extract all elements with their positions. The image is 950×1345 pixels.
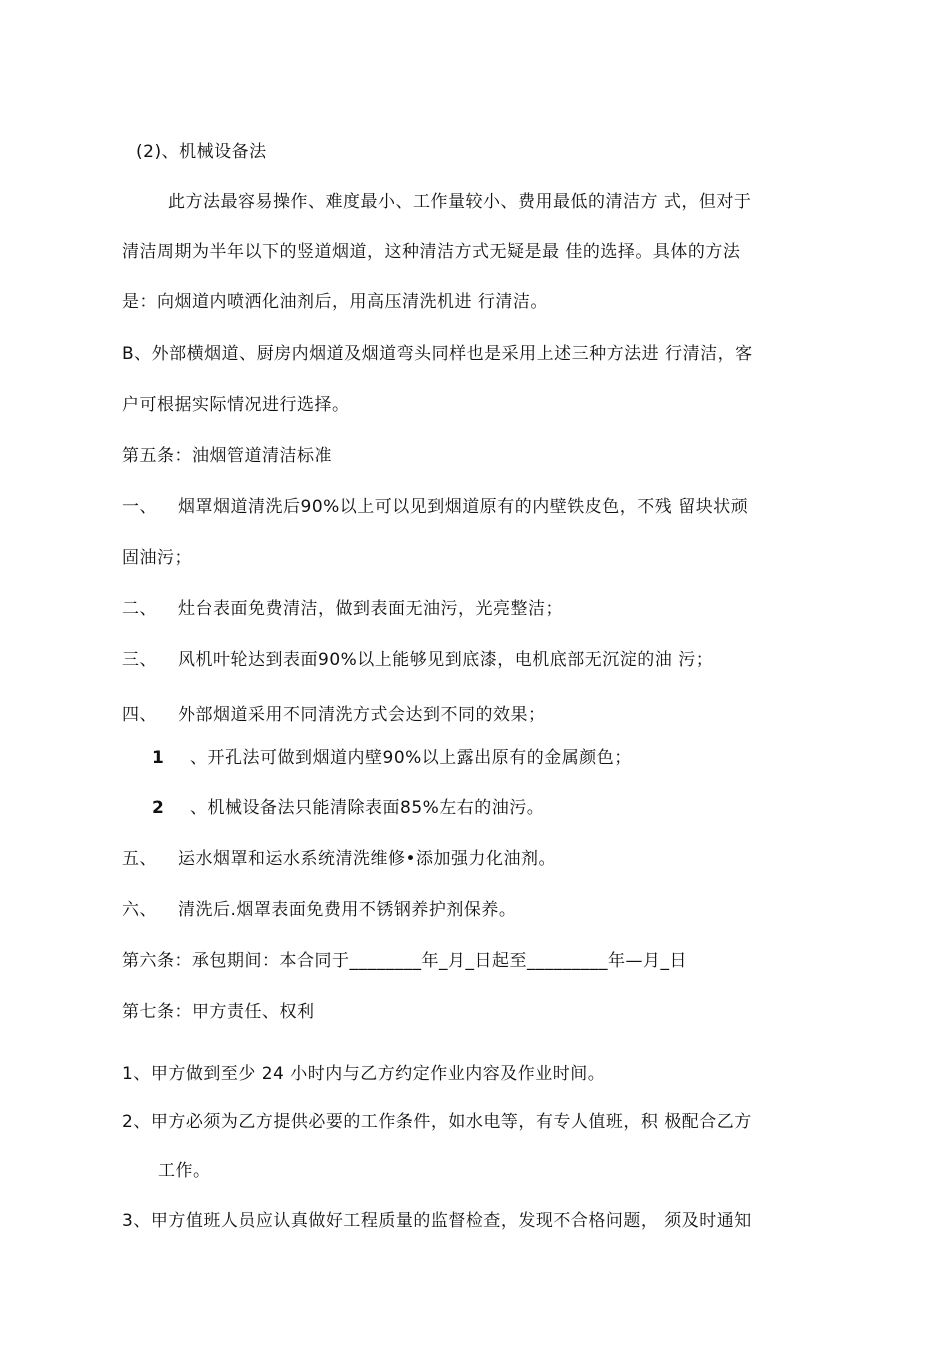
- standard-number: 四、: [122, 705, 157, 725]
- standard-number: 二、: [122, 599, 157, 619]
- party-a-item: 1、甲方做到至少 24 小时内与乙方约定作业内容及作业时间。: [122, 1064, 606, 1084]
- standard-number: 五、: [122, 849, 157, 869]
- sub-item-number: 2: [152, 798, 164, 818]
- standard-text: 烟罩烟道清洗后90%以上可以见到烟道原有的内壁铁皮色，不残 留块状顽: [178, 497, 749, 517]
- paragraph-line: 清洁周期为半年以下的竖道烟道，这种清洁方式无疑是最 佳的选择。具体的方法: [122, 242, 741, 262]
- paragraph-line: 此方法最容易操作、难度最小、工作量较小、费用最低的清洁方 式，但对于: [168, 192, 752, 212]
- sub-item-number: 1: [152, 748, 164, 768]
- article-6-contract-period: 第六条：承包期间：本合同于________年_月_日起至_________年—月_日: [122, 951, 687, 971]
- sub-item-text: 、开孔法可做到烟道内壁90%以上露出原有的金属颜色；: [190, 748, 632, 768]
- paragraph-line: 户可根据实际情况进行选择。: [122, 395, 350, 415]
- standard-text: 固油污；: [122, 548, 192, 568]
- party-a-item: 2、甲方必须为乙方提供必要的工作条件，如水电等，有专人值班，积 极配合乙方: [122, 1112, 752, 1132]
- section-heading-mechanical: (2)、机械设备法: [136, 142, 267, 162]
- party-a-item: 3、甲方值班人员应认真做好工程质量的监督检查，发现不合格问题， 须及时通知: [122, 1211, 752, 1231]
- paragraph-line: B、外部横烟道、厨房内烟道及烟道弯头同样也是采用上述三种方法进 行清洁，客: [122, 344, 753, 364]
- sub-item-text: 、机械设备法只能清除表面85%左右的油污。: [190, 798, 545, 818]
- party-a-item-continuation: 工作。: [158, 1161, 211, 1181]
- standard-text: 清洗后.烟罩表面免费用不锈钢养护剂保养。: [178, 900, 517, 920]
- standard-text: 灶台表面免费清洁，做到表面无油污，光亮整洁；: [178, 599, 563, 619]
- paragraph-line: 是：向烟道内喷洒化油剂后，用高压清洗机进 行清洁。: [122, 292, 548, 312]
- standard-number: 六、: [122, 900, 157, 920]
- standard-number: 一、: [122, 497, 157, 517]
- standard-number: 三、: [122, 650, 157, 670]
- article-5-title: 第五条：油烟管道清洁标准: [122, 446, 332, 466]
- standard-text: 外部烟道采用不同清洗方式会达到不同的效果；: [178, 705, 546, 725]
- standard-text: 运水烟罩和运水系统清洗维修•添加强力化油剂。: [178, 849, 557, 869]
- standard-text: 风机叶轮达到表面90%以上能够见到底漆，电机底部无沉淀的油 污；: [178, 650, 714, 670]
- article-7-title: 第七条：甲方责任、权利: [122, 1002, 315, 1022]
